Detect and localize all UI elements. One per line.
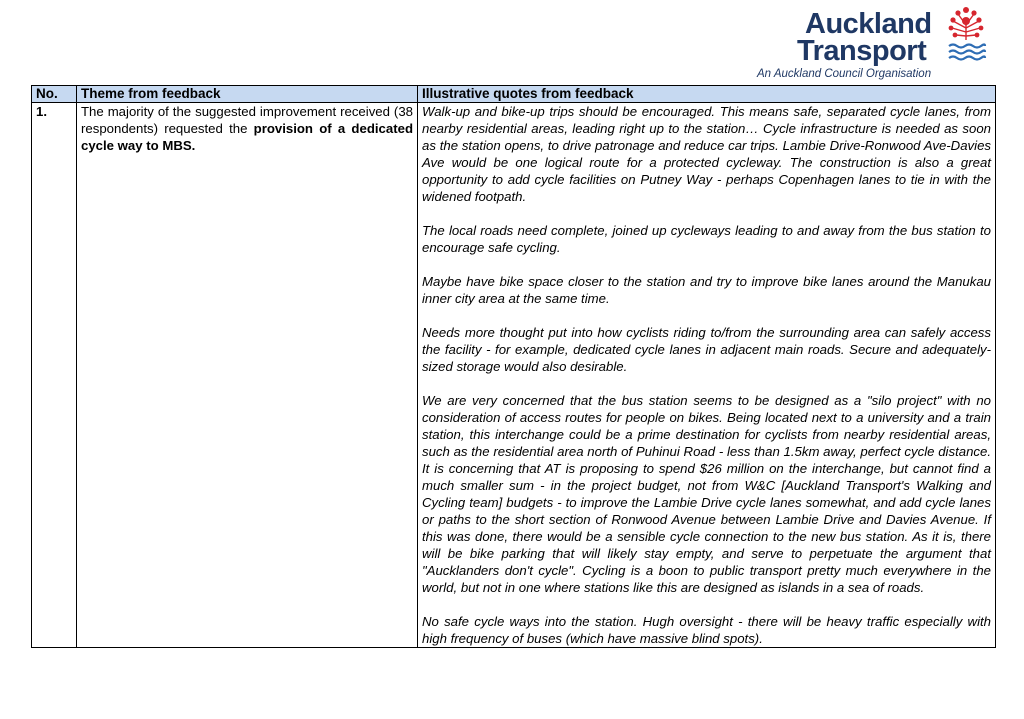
auckland-transport-logo — [755, 4, 995, 84]
quote-paragraph: No safe cycle ways into the station. Hugh oversight - there will be heavy traffic especially with high frequency of buses (which have massive blind spots). — [422, 614, 991, 646]
theme-text-block — [81, 103, 413, 154]
table-header-row — [32, 86, 996, 103]
header-no: No. — [32, 86, 77, 103]
table-row — [32, 103, 996, 648]
header-quotes: Illustrative quotes from feedback — [418, 86, 996, 103]
feedback-table — [31, 85, 996, 648]
quote-paragraph: Maybe have bike space closer to the station and try to improve bike lanes around the Manukau inner city area at the same time. — [422, 274, 991, 306]
logo-subtitle: An Auckland Council Organisation — [757, 68, 932, 80]
row-number: 1. — [32, 103, 77, 648]
logo-word-transport: Transport — [797, 35, 927, 67]
pohutukawa-emblem-icon — [945, 4, 987, 66]
quote-paragraph: The local roads need complete, joined up cycleways leading to and away from the bus station to encourage safe cycling. — [422, 223, 991, 255]
logo-word-auckland: Auckland — [805, 8, 932, 40]
quotes-cell — [418, 103, 996, 648]
theme-text: The majority of the suggested improvement received (38 respondents) requested the — [81, 104, 413, 136]
theme-bold-text: provision of a dedicated cycle way to MBS. — [81, 121, 413, 153]
quote-paragraph: Walk-up and bike-up trips should be encouraged. This means safe, separated cycle lanes, from nearby residential areas, leading right up to the station… Cycle infrastructure is needed as soon as the station opens, to drive patronage and reduce car trips. Lambie Drive-Ronwood Ave-Davies Ave would be one logical route for a protected cycleway. The construction is also a great opportunity to add cycle facilities on Putney Way - perhaps Copenhagen lanes to tie in with the widened footpath. — [422, 104, 991, 204]
header-theme: Theme from feedback — [77, 86, 418, 103]
theme-cell — [77, 103, 418, 648]
quote-paragraph: Needs more thought put into how cyclists riding to/from the surrounding area can safely access the facility - for example, dedicated cycle lanes in adjacent main roads. Secure and adequately-sized storage would also desirable. — [422, 325, 991, 374]
quote-paragraph: We are very concerned that the bus station seems to be designed as a "silo project" with no consideration of access routes for people on bikes. Being located next to a university and a train station, this interchange could be a prime destination for cyclists from nearby residential areas, such as the residential area north of Puhinui Road - less than 1.5km away, perfect cycle distance. It is concerning that AT is proposing to spend $26 million on the interchange, but cannot find a much smaller sum - in the project budget, not from W&C [Auckland Transport's Walking and Cycling team] budgets - to improve the Lambie Drive cycle lanes somewhat, and add cycle lanes or paths to the short section of Ronwood Avenue between Lambie Drive and Davies Avenue. If this was done, there would be a sensible cycle connection to the new bus station. As it is, there will be bike parking that will likely stay empty, and serve to perpetuate the argument that "Aucklanders don't cycle". Cycling is a boon to public transport pretty much everywhere in the world, but not in one where stations like this are designed as islands in a sea of roads. — [422, 393, 991, 595]
